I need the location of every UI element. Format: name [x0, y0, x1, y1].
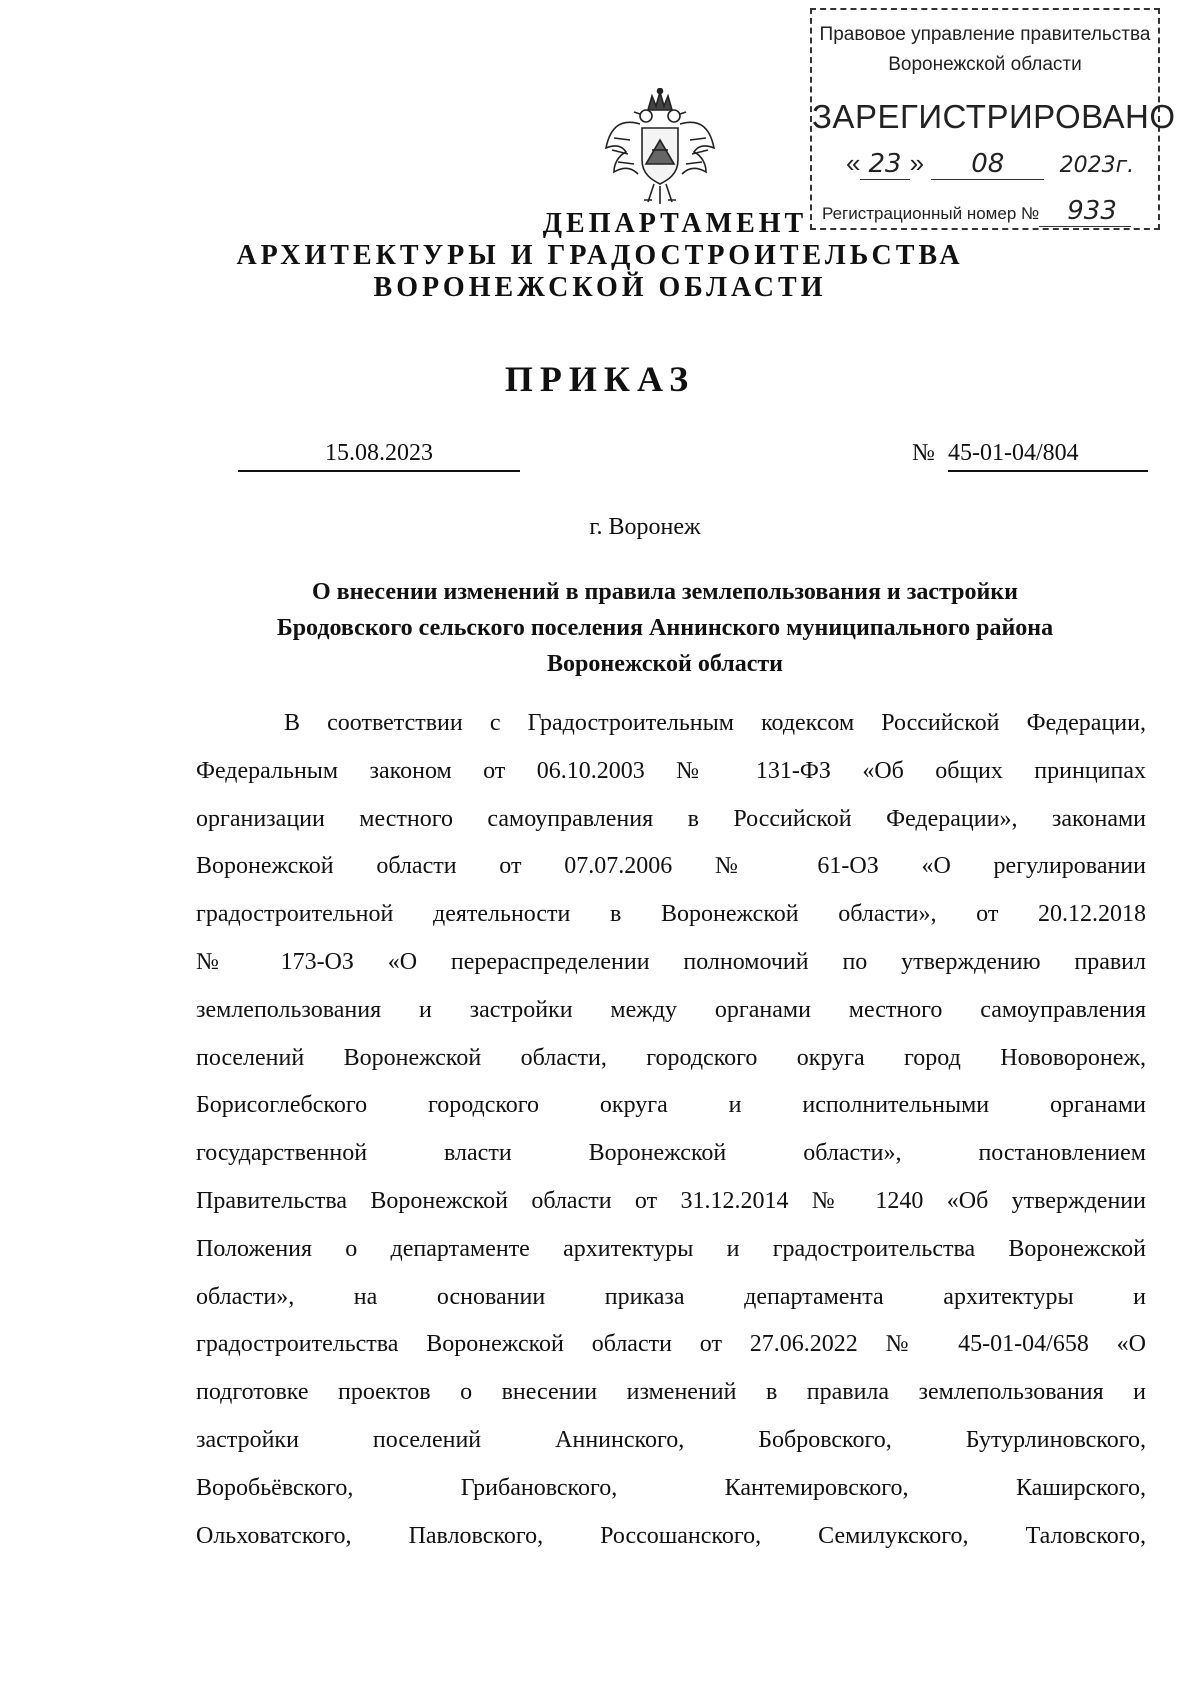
title-line2: Бродовского сельского поселения Аннинского муниципального района [276, 615, 1054, 641]
city: г. Воронеж [589, 514, 701, 540]
body-line: государственной власти Воронежской области», постановлением [196, 1140, 1146, 1167]
dept-line1: ДЕПАРТАМЕНТ [542, 208, 808, 239]
title-line3: Воронежской области [547, 651, 783, 677]
stamp-day: 23 [860, 149, 909, 180]
doc-type-heading: ПРИКАЗ [504, 359, 696, 399]
stamp-year: 2023г. [1059, 153, 1135, 178]
body-line: области», на основании приказа департамента архитектуры и [196, 1283, 1146, 1310]
body-line: застройки поселений Аннинского, Бобровского, Бутурлиновского, [196, 1426, 1146, 1453]
body-line: подготовке проектов о внесении изменений в правила землепользования и [196, 1379, 1146, 1406]
body-text [196, 700, 1146, 1560]
body-line: Воробьёвского, Грибановского, Кантемировского, Каширского, [196, 1474, 1146, 1501]
dept-line3: ВОРОНЕЖСКОЙ ОБЛАСТИ [373, 272, 827, 303]
order-title [200, 574, 1130, 682]
dept-line2: АРХИТЕКТУРЫ И ГРАДОСТРОИТЕЛЬСТВА [236, 240, 964, 271]
stamp-org-line2: Воронежской области [888, 54, 1082, 75]
stamp-registered: ЗАРЕГИСТРИРОВАНО [812, 98, 1176, 135]
body-line: Воронежской области от 07.07.2006 № 61-ОЗ «О регулировании [196, 853, 1146, 880]
title-line1: О внесении изменений в правила землепользования и застройки [312, 579, 1018, 605]
coat-of-arms-icon [600, 88, 720, 208]
body-line: В соответствии с Градостроительным кодексом Российской Федерации, [284, 710, 1146, 736]
body-line: Положения о департаменте архитектуры и градостроительства Воронежской [196, 1235, 1146, 1262]
body-line: градостроительной деятельности в Воронежской области», от 20.12.2018 [196, 901, 1146, 928]
stamp-org-line1: Правовое управление правительства [819, 24, 1151, 45]
stamp-reg-number-label: Регистрационный номер № [822, 204, 1040, 223]
order-number-sign: № [912, 440, 935, 466]
body-line: Борисоглебского городского округа и исполнительными органами [196, 1092, 1146, 1119]
registration-stamp [810, 8, 1176, 230]
stamp-reg-number-value: 933 [1039, 196, 1131, 227]
stamp-date: « 23 » 08 2023г. [846, 148, 1142, 180]
order-date: 15.08.2023 [238, 440, 520, 472]
body-line: Правительства Воронежской области от 31.12.2014 № 1240 «Об утверждении [196, 1187, 1146, 1214]
body-line: № 173-ОЗ «О перераспределении полномочий по утверждению правил [196, 948, 1146, 975]
body-line: Федеральным законом от 06.10.2003 № 131-ФЗ «Об общих принципах [196, 757, 1146, 784]
body-line: Ольховатского, Павловского, Россошанского, Семилукского, Таловского, [196, 1522, 1146, 1549]
body-line: поселений Воронежской области, городского округа город Нововоронеж, [196, 1044, 1146, 1071]
stamp-month: 08 [931, 149, 1044, 180]
body-line: землепользования и застройки между органами местного самоуправления [196, 996, 1146, 1023]
order-number: 45-01-04/804 [948, 440, 1148, 472]
body-line: градостроительства Воронежской области от 27.06.2022 № 45-01-04/658 «О [196, 1331, 1146, 1358]
body-line: организации местного самоуправления в Российской Федерации», законами [196, 805, 1146, 832]
